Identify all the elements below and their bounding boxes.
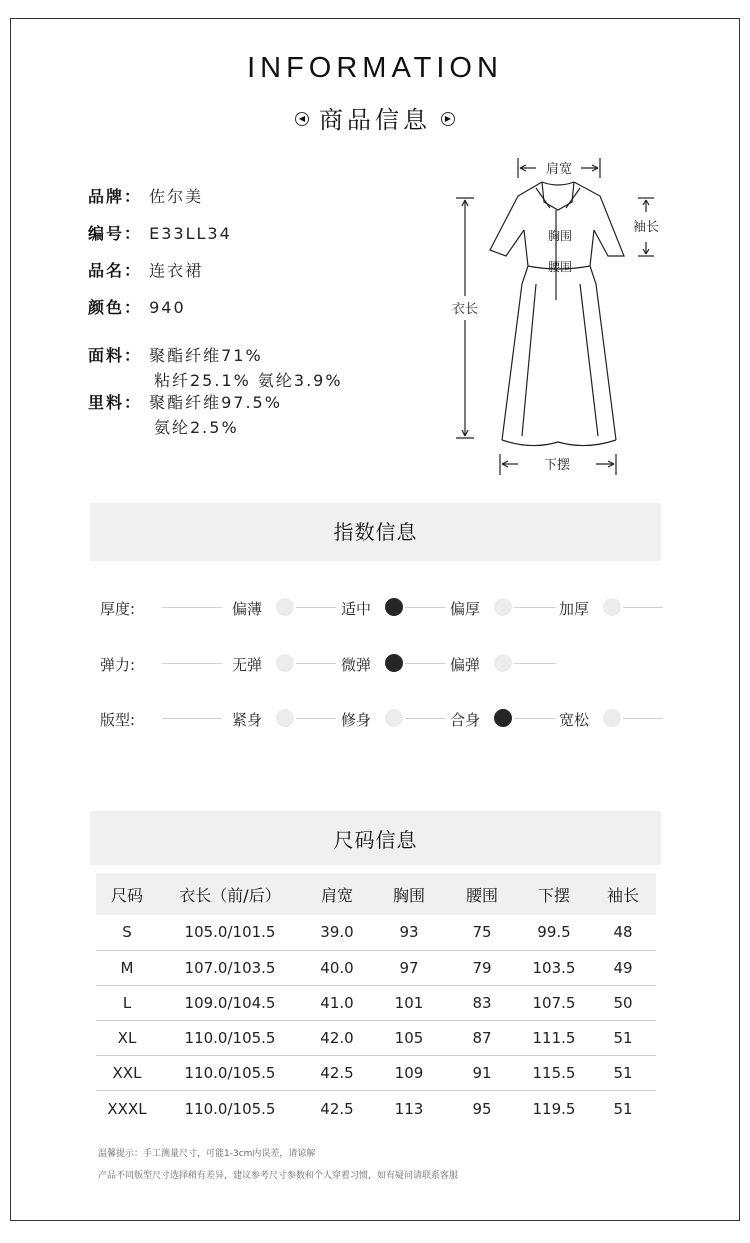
- size-header-cell: 肩宽: [302, 873, 372, 915]
- size-header-cell: 胸围: [372, 873, 446, 915]
- table-cell: 87: [446, 1021, 518, 1056]
- index-option: 宽松: [559, 711, 590, 729]
- index-line: [623, 718, 663, 719]
- table-cell: 42.5: [302, 1056, 372, 1091]
- fabric-label: 面料：: [88, 346, 143, 365]
- index-dot: [603, 709, 621, 727]
- code-value: E33LL34: [149, 224, 232, 243]
- info-fabric: [88, 343, 263, 366]
- table-row: [96, 1056, 656, 1091]
- table-cell: 50: [590, 985, 656, 1020]
- table-cell: S: [96, 915, 158, 950]
- index-dot-selected: [385, 654, 403, 672]
- table-cell: 99.5: [518, 915, 590, 950]
- table-cell: 51: [590, 1021, 656, 1056]
- index-option: 偏薄: [232, 600, 263, 618]
- index-label-fit: 版型:: [100, 711, 136, 729]
- info-color: [88, 295, 186, 318]
- size-section-title: 尺码信息: [90, 811, 661, 865]
- table-cell: 113: [394, 1099, 424, 1118]
- table-cell: 39.0: [302, 915, 372, 950]
- diagram-sleeve-label: 袖长: [632, 220, 660, 235]
- table-cell: 48: [590, 915, 656, 950]
- table-cell: 105.0/101.5: [158, 915, 302, 950]
- table-cell: 109.0/104.5: [158, 985, 302, 1020]
- dress-diagram: [440, 150, 680, 485]
- index-dot-selected: [494, 709, 512, 727]
- index-line: [162, 663, 222, 664]
- arrow-left-icon: ◀: [295, 112, 309, 126]
- index-dot-selected: [385, 598, 403, 616]
- table-cell: 109: [372, 1056, 446, 1091]
- index-option: 紧身: [232, 711, 263, 729]
- brand-label: 品牌：: [88, 187, 143, 206]
- index-line: [296, 718, 336, 719]
- lining-label: 里料：: [88, 393, 143, 412]
- code-label: 编号：: [88, 224, 143, 243]
- index-dot: [385, 709, 403, 727]
- index-line: [162, 607, 222, 608]
- index-label-elasticity: 弹力:: [100, 656, 136, 674]
- table-cell: 83: [446, 985, 518, 1020]
- table-cell: 110.0/105.5: [158, 1021, 302, 1056]
- table-cell: 42.0: [302, 1021, 372, 1056]
- index-line: [405, 607, 445, 608]
- table-cell: 93: [372, 915, 446, 950]
- index-label-thickness: 厚度:: [100, 600, 136, 618]
- table-cell: XXL: [96, 1056, 158, 1091]
- lining-value-2: 氨纶2.5%: [154, 418, 239, 437]
- table-cell: 51: [613, 1099, 633, 1118]
- title-cn-text: 商品信息: [319, 106, 431, 134]
- table-cell: 95: [472, 1099, 492, 1118]
- info-code: [88, 221, 232, 244]
- index-option: 偏弹: [450, 656, 481, 674]
- index-line: [296, 663, 336, 664]
- size-header-cell: 尺码: [96, 873, 158, 915]
- table-cell: 111.5: [518, 1021, 590, 1056]
- table-row: [96, 1091, 656, 1126]
- table-cell: 103.5: [518, 950, 590, 985]
- size-header-cell: 衣长（前/后）: [158, 873, 302, 915]
- table-cell: 91: [446, 1056, 518, 1091]
- table-row: [96, 985, 656, 1020]
- index-option: 微弹: [341, 656, 372, 674]
- diagram-hem-label: 下摆: [543, 458, 571, 473]
- table-row: [96, 915, 656, 950]
- info-lining: [88, 390, 282, 413]
- table-cell: 110.0/105.5: [184, 1099, 276, 1118]
- index-option: 偏厚: [450, 600, 481, 618]
- info-name: [88, 258, 203, 281]
- title-en: INFORMATION: [247, 52, 503, 84]
- index-option: 修身: [341, 711, 372, 729]
- name-label: 品名：: [88, 261, 143, 280]
- index-dot: [276, 654, 294, 672]
- fabric-value-2: 粘纤25.1% 氨纶3.9%: [154, 371, 343, 390]
- note-line-1: 温馨提示：手工测量尺寸，可能1-3cm内误差，请谅解: [98, 1149, 316, 1159]
- table-row: [96, 1021, 656, 1056]
- index-option: 无弹: [232, 656, 263, 674]
- table-cell: M: [96, 950, 158, 985]
- index-line: [514, 718, 556, 719]
- size-header-cell: 腰围: [446, 873, 518, 915]
- table-cell: 110.0/105.5: [158, 1056, 302, 1091]
- table-cell: 40.0: [302, 950, 372, 985]
- table-cell: 51: [590, 1056, 656, 1091]
- index-line: [623, 607, 663, 608]
- table-cell: L: [96, 985, 158, 1020]
- brand-value: 佐尔美: [149, 187, 204, 206]
- index-line: [162, 718, 222, 719]
- index-dot: [603, 598, 621, 616]
- note-line-2: 产品不同版型尺寸选择稍有差异，建议参考尺寸参数和个人穿着习惯，如有疑问请联系客服: [98, 1171, 459, 1181]
- index-option: 合身: [450, 711, 481, 729]
- index-line: [514, 607, 556, 608]
- size-table: [96, 873, 656, 1126]
- table-cell: 97: [372, 950, 446, 985]
- index-line: [405, 718, 445, 719]
- name-value: 连衣裙: [149, 261, 204, 280]
- arrow-right-icon: ▶: [441, 112, 455, 126]
- index-section-title: 指数信息: [90, 503, 661, 561]
- table-cell: 75: [446, 915, 518, 950]
- index-line: [296, 607, 336, 608]
- index-option: 适中: [341, 600, 372, 618]
- index-dot: [276, 598, 294, 616]
- table-cell: 41.0: [302, 985, 372, 1020]
- diagram-waist-label: 腰围: [547, 260, 573, 274]
- diagram-shoulder-label: 肩宽: [545, 162, 573, 177]
- table-cell: 42.5: [320, 1099, 354, 1118]
- info-brand: [88, 184, 203, 207]
- table-cell: 107.5: [518, 985, 590, 1020]
- size-header-cell: 袖长: [590, 873, 656, 915]
- size-table-header: [96, 873, 656, 915]
- index-line: [514, 663, 556, 664]
- table-cell: XL: [96, 1021, 158, 1056]
- table-cell: 79: [446, 950, 518, 985]
- size-header-cell: 下摆: [518, 873, 590, 915]
- diagram-chest-label: 胸围: [547, 229, 573, 243]
- lining-value-1: 聚酯纤维97.5%: [149, 393, 282, 412]
- table-row: [96, 950, 656, 985]
- color-label: 颜色：: [88, 298, 143, 317]
- table-cell: 107.0/103.5: [158, 950, 302, 985]
- table-cell: 101: [372, 985, 446, 1020]
- table-cell: XXXL: [107, 1099, 147, 1118]
- index-dot: [494, 654, 512, 672]
- index-line: [405, 663, 445, 664]
- index-option: 加厚: [559, 600, 590, 618]
- color-value: 940: [149, 298, 186, 317]
- table-cell: 105: [372, 1021, 446, 1056]
- title-cn: [0, 100, 750, 135]
- diagram-length-label: 衣长: [451, 302, 479, 317]
- table-cell: 115.5: [518, 1056, 590, 1091]
- index-dot: [276, 709, 294, 727]
- table-cell: 49: [590, 950, 656, 985]
- fabric-value-1: 聚酯纤维71%: [149, 346, 263, 365]
- index-dot: [494, 598, 512, 616]
- table-cell: 119.5: [532, 1099, 576, 1118]
